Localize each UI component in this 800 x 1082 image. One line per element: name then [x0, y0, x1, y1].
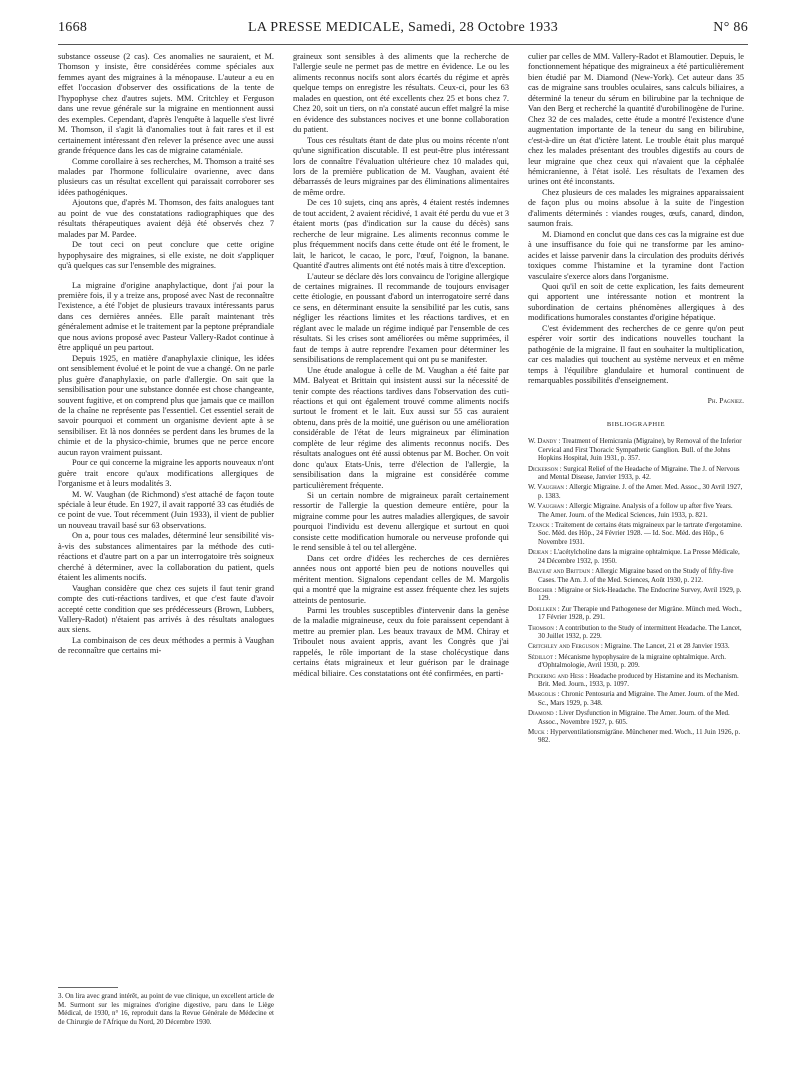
reference-author: Critchley and Ferguson: [528, 642, 600, 651]
paragraph: Chez plusieurs de ces malades les migraines apparaissaient de façon plus ou moins absolue à la suite de l'ingestion d'aliments déterminés : viandes rouges, œufs, canard, dindon, saumon frais.: [528, 187, 744, 229]
paragraph: Pour ce qui concerne la migraine les apports nouveaux n'ont guère trait encore qu'aux modifications allergiques de l'organisme et à leurs modalités 3.: [58, 458, 274, 489]
reference-text: : Surgical Relief of the Headache of Migraine. The J. of Nervous and Mental Disease, Janvier 1933, p. 42.: [538, 464, 740, 482]
paragraph: C'est évidemment des recherches de ce genre qu'on peut espérer voir sortir des indications nouvelles touchant la pathogénie de la migraine. Il faut en souhaiter la multiplication, car ces maladies qui touchent au système nerveux et en même temps à l'équilibre glandulaire et humoral continuent de remarquables possibilités d'enseignement.: [528, 323, 744, 386]
paragraph: Tous ces résultats étant de date plus ou moins récente n'ont qu'une signification discutable. Il est peut-être plus intéressant lors de connaître l'évaluation ultérieure chez 10 malades qui, lors de la première publication de M. Vaughan, avaient été débarrassés de leurs migraines par des éliminations alimentaires de même ordre.: [293, 135, 509, 197]
reference-text: : Allergic Migraine. Analysis of a follow up after five Years. The Amer. Journ. of the Medical Sciences, Juin 1933, p. 821.: [538, 502, 733, 519]
bibliography-entry: [528, 605, 744, 622]
reference-author: Muck: [528, 728, 545, 736]
paragraph: substance osseuse (2 cas). Ces anomalies ne sauraient, et M. Thomson y insiste, être considérées comme spéciales aux femmes ayant des migraines à la ménopause. L'auteur a eu en effet l'occasion d'observer des ossifications de la tente de l'hypophyse chez d'autres sujets. MM. Critchley et Ferguson dans une revue générale sur la migraine en mentionnent aussi des exemples. Cependant, d'après l'enquête à laquelle s'est livré M. Thomson, il s'agit là d'anomalies tout à fait rares et il est certainement intéressant d'en relever la présence avec une aussi grande fréquence dans les cas de migraine cataméniale.: [58, 52, 274, 156]
paragraph: M. Diamond en conclut que dans ces cas la migraine est due à une insuffisance du foie qui ne transforme par les amino-acides et laisse parvenir dans la circulation des produits dérivés toxiques comme l'histamine et la tyramine dont l'action vasculaire s'exerce alors dans l'organisme.: [528, 229, 744, 281]
paragraph: culier par celles de MM. Vallery-Radot et Blamoutier. Depuis, le fonctionnement hépatique des migraineux a été particulièrement bien étudié par M. Diamond (New-York). Cet auteur dans 35 cas de migraine sans troubles oculaires, sans calculs biliaires, a déterminé la teneur du sérum en bilirubine par la technique de Van den Berg et recherché la quantité d'urobilinogène de l'urine. Chez 32 de ces malades, cette étude a montré l'existence d'une augmentation importante de la teneur du sang en bilirubine, c'est-à-dire un état d'ictère latent. Le trouble était plus marqué chez les malades présentant des troubles digestifs au cours de leur migraine que chez ceux qui n'avaient que la céphalée hémicranienne, à l'état isolé. Les résultats de l'examen des urines ont été inconstants.: [528, 52, 744, 187]
paragraph: Une étude analogue à celle de M. Vaughan a été faite par MM. Balyeat et Brittain qui insistent aussi sur la nécessité de tenir compte des réactions tardives dans l'observation des cuti-réactions et qui ont également trouvé comme aliments nocifs surtout le froment et le lait. Eux aussi sur 55 cas auraient obtenu, dans près de la moitié, une guérison ou une amélioration considérable de l'état de leurs migraineux par élimination complète de leur régime des aliments reconnus nocifs. Des résultats analogues ont été aussi obtenus par M. Bocher. On voit donc qu'aux Etats-Unis, terre d'élection de l'allergie, la sensibilisation dans la migraine est considérée comme particulièrement fréquente.: [293, 365, 509, 490]
column-3-body: [528, 52, 744, 387]
reference-text: : Mécanisme hypophysaire de la migraine ophtalmique. Arch. d'Ophtalmologie, Avril 1930, p. 209.: [538, 652, 726, 670]
reference-author: Margolis: [528, 690, 556, 699]
reference-author: W. Vaughan: [528, 483, 564, 492]
paragraph: Vaughan considère que chez ces sujets il faut tenir grand compte des cuti-réactions tardives, et que c'est faute d'avoir accepté cette condition que ses prédécesseurs (Brown, Lubbers, Vallery-Radot) n'étaient pas arrivés à des résultats analogues aux siens.: [58, 583, 274, 635]
bibliography-entry: [528, 624, 744, 641]
paragraph: Comme corollaire à ses recherches, M. Thomson a traité ses malades par l'hormone folliculaire ovarienne, avec dans plusieurs cas un résultat excellent qui paraissait corroborer ses idées pathogéniques.: [58, 156, 274, 197]
paragraph: Dans cet ordre d'idées les recherches de ces dernières années nous ont apporté bien peu de notions nouvelles qui méritent mention. Signalons cependant celles de M. Margolis qui a montré que la migraine est assez fréquente chez les sujets atteints de pentosurie.: [293, 553, 509, 605]
reference-author: Dejean: [528, 548, 549, 557]
paragraph: Parmi les troubles susceptibles d'intervenir dans la genèse de la maladie migraineuse, ceux du foie paraissent cependant à mettre au premier plan. Les beaux travaux de MM. Chiray et Triboulet nous avaient appris, avant les Congrès que j'ai rappelés, le rôle important de la stase cholécystique dans certains états migraineux et leur guérison par le drainage médical biliaire. Ces constatations ont été confirmées, en parti-: [293, 606, 509, 678]
reference-text: : Traitement de certains états migraineux par le tartrate d'ergotamine. Soc. Méd. des Hôp., 24 Février 1928. — Id. Soc. Méd. des Hôp., 6 Novembre 1931.: [538, 521, 743, 546]
reference-author: Thomson: [528, 623, 554, 632]
reference-author: W. Dandy: [528, 437, 557, 446]
issue-number: N° 86: [713, 20, 748, 35]
bibliography-entry: [528, 483, 744, 500]
paragraph: Ajoutons que, d'après M. Thomson, des faits analogues tant au point de vue des constatations radiographiques que des résultats thérapeutiques avaient déjà été observés chez 7 malades par M. Pardee.: [58, 198, 274, 239]
reference-text: : Liver Dysfunction in Migraine. The Amer. Journ. of the Med. Assoc., Novembre 1927, p. 605.: [538, 709, 730, 726]
bibliography-entry: [528, 672, 744, 689]
page-header: [58, 20, 748, 42]
bibliography-entry: [528, 502, 744, 519]
reference-text: : Zur Therapie und Pathogenese der Migräne. Münch med. Woch., 17 Février 1928, p. 291.: [538, 604, 742, 622]
reference-author: Tzanck: [528, 521, 550, 530]
reference-text: : Treatment of Hemicrania (Migraine), by Removal of the Inferior Cervical and First Thoracic Sympathetic Ganglion. Bull. of the Johns Hopkins Hospital, Juin 1931, p. 357.: [538, 437, 742, 463]
paragraph: On a, pour tous ces malades, déterminé leur sensibilité vis-à-vis des substances alimentaires par la méthode des cuti-réactions et d'autre part on a par un interrogatoire très soigneux cherché à déterminer, avec la collaboration du patient, quels étaient les aliments nocifs.: [58, 531, 274, 583]
reference-text: : A contribution to the Study of intermittent Headache. The Lancet, 30 Juillet 1932, p. 229.: [538, 623, 742, 640]
reference-author: Diamond: [528, 709, 554, 718]
page-number: 1668: [58, 20, 88, 35]
paragraph: Si un certain nombre de migraineux paraît certainement ressortir de l'allergie la question demeure entière, pour la migraine comme pour les autres maladies allergiques, de savoir pourquoi l'individu est devenu allergique et surtout en quoi consiste cette modification humorale ou nerveuse profonde qui le rend sensible à tel ou tel allergène.: [293, 491, 509, 553]
paragraph: M. W. Vaughan (de Richmond) s'est attaché de façon toute spéciale à leur étude. En 1927, il avait rapporté 33 cas étudiés de ce point de vue. Tout récemment (Juin 1933), il vient de publier un nouveau travail basé sur 63 observations.: [58, 489, 274, 530]
bibliography-title: BIBLIOGRAPHIE: [606, 420, 666, 428]
reference-author: Pickering and Hess: [528, 671, 584, 680]
paragraph: La migraine d'origine anaphylactique, dont j'ai pour la première fois, il y a treize ans, proposé avec Nast de reconnaître l'existence, a été l'objet de plusieurs travaux intéressants parus dans ces dernières années. Elle paraît maintenant très généralement admise et le traitement par la peptone préprandiale que nous avions proposé avec Pasteur Vallery-Radot continue à être appliqué un peu partout.: [58, 280, 274, 353]
paragraph: Quoi qu'il en soit de cette explication, les faits demeurent qui apportent une intéressante notion et montrent la subordination de certains phénomènes allergiques à des modifications humorales constantes d'origine hépatique.: [528, 281, 744, 323]
bibliography-entry: [528, 642, 744, 650]
bibliography-list: [528, 437, 744, 744]
bibliography-entry: [528, 653, 744, 670]
bibliography-entry: [528, 709, 744, 726]
paragraph: De tout ceci on peut conclure que cette origine hypophysaire des migraines, si elle existe, ne doit s'appliquer qu'à quelques cas sur l'ensemble des migraines.: [58, 240, 274, 271]
footnote: 3. On lira avec grand intérêt, au point de vue clinique, un excellent article de M. Surmont sur les migraines d'origine digestive, paru dans le Liège Médical, de 1930, n° 16, reproduit dans la Revue Générale de Médecine et de Chirurgie de l'Afrique du Nord, 20 Décembre 1930.: [58, 992, 274, 1026]
paragraph: La combinaison de ces deux méthodes a permis à Vaughan de reconnaître que certains mi-: [58, 635, 274, 656]
reference-author: Sédillot: [528, 652, 553, 661]
header-rule: [58, 44, 748, 45]
bibliography-entry: [528, 728, 744, 745]
bibliography-entry: [528, 465, 744, 482]
paragraph: De ces 10 sujets, cinq ans après, 4 étaient restés indemnes de tout accident, 2 avaient récidivé, 1 avait été perdu du vue et 3 étaient morts (pas d'indication sur la cause du décès) sans recherche de leur migraine. Les aliments reconnus comme le plus fréquemment nocifs dans cette étude ont été le froment, le lait, le haricot, le cacao, le porc, l'œuf, l'oignon, la banane. Quantité d'autres aliments ont été notés mais à titre d'exception.: [293, 198, 509, 271]
text-column-1: [58, 52, 274, 992]
footnote-rule: [58, 987, 118, 988]
reference-text: : Migraine. The Lancet, 21 et 28 Janvier 1933.: [599, 642, 730, 651]
reference-text: : Headache produced by Histamine and its Mechanism. Brit. Med. Journ., 1933, p. 1097.: [538, 671, 739, 688]
reference-text: : Chronic Pentosuria and Migraine. The Amer. Journ. of the Med. Sc., Mars 1929, p. 348.: [538, 690, 739, 707]
bibliography-entry: [528, 521, 744, 546]
paragraph: graineux sont sensibles à des aliments que la recherche de l'allergie seule ne permet pas de mettre en évidence. Le ou les aliments reconnus nocifs sont alors écartés du régime et après quelque temps on enregistre les résultats. Ceux-ci, pour les 63 malades en question, ont été excellents chez 25 et bons chez 7. Chez 20, soit un tiers, on n'a constaté aucun effet malgré la mise en évidence des substances nocives et une bonne collaboration du patient.: [293, 52, 509, 135]
journal-title: LA PRESSE MEDICALE, Samedi, 28 Octobre 1933: [248, 20, 558, 35]
reference-author: W. Vaughan: [528, 502, 564, 511]
reference-author: Boecher: [528, 585, 553, 594]
text-column-3: [528, 52, 744, 1070]
reference-text: : Allergic Migraine. J. of the Amer. Med. Assoc., 30 Avril 1927, p. 1383.: [538, 483, 743, 500]
author-signature: Ph. Pagniez.: [707, 395, 744, 405]
bibliography-entry: [528, 586, 744, 603]
reference-text: : Hyperventilationsmigräne. Münchener med. Woch., 11 Juin 1926, p. 982.: [538, 728, 741, 745]
paragraph: L'auteur se déclare dès lors convaincu de l'origine allergique de certaines migraines. Il recommande de toujours envisager cette étiologie, en poussant d'abord un interrogatoire serré dans ce sens, en déterminant ensuite la sensibilité par les cutis, sans négliger les réactions limites et les réactions tardives, et en réglant avec le malade un régime indiqué par l'ensemble de ces résultats. Si les crises sont améliorées ou même supprimées, il faut de temps à autre reprendre l'examen pour déterminer les sensibilisations de remplacement qui ont pu se manifester.: [293, 271, 509, 365]
bibliography-entry: [528, 567, 744, 584]
bibliography-entry: [528, 690, 744, 707]
reference-text: : Allergic Migraine based on the Study of fifty-five Cases. The Am. J. of the Med. Sciences, Août 1930, p. 212.: [538, 567, 734, 584]
reference-text: : L'acétylcholine dans la migraine ophtalmique. La Presse Médicale, 24 Décembre 1932, p. 1950.: [538, 548, 740, 565]
reference-text: : Migraine or Sick-Headache. The Endocrine Survey, Avril 1929, p. 129.: [538, 585, 742, 603]
reference-author: Dickerson: [528, 464, 559, 473]
reference-author: Doellken: [528, 604, 557, 613]
text-column-2: [293, 52, 509, 1070]
reference-author: Balyeat and Brittain: [528, 567, 591, 576]
bibliography-entry: [528, 548, 744, 565]
bibliography-entry: [528, 437, 744, 462]
paragraph: Depuis 1925, en matière d'anaphylaxie clinique, les idées ont sensiblement évolué et le point de vue a changé. On ne parle plus guère d'anaphylaxie, on parle d'allergie. On sait que la sensibilisation pour une substance donnée est chose changeante, souvent fugitive, et on comprend plus que jamais que ce maillon de la chaîne ne représente pas l'essentiel. Cet essentiel serait de savoir pourquoi et comment un organisme devient apte à se sensibiliser. Et là nos données se perdent dans les brumes de la chimie et de la physico-chimie, brumes que ne perce encore aucun rayon vraiment puissant.: [58, 353, 274, 457]
